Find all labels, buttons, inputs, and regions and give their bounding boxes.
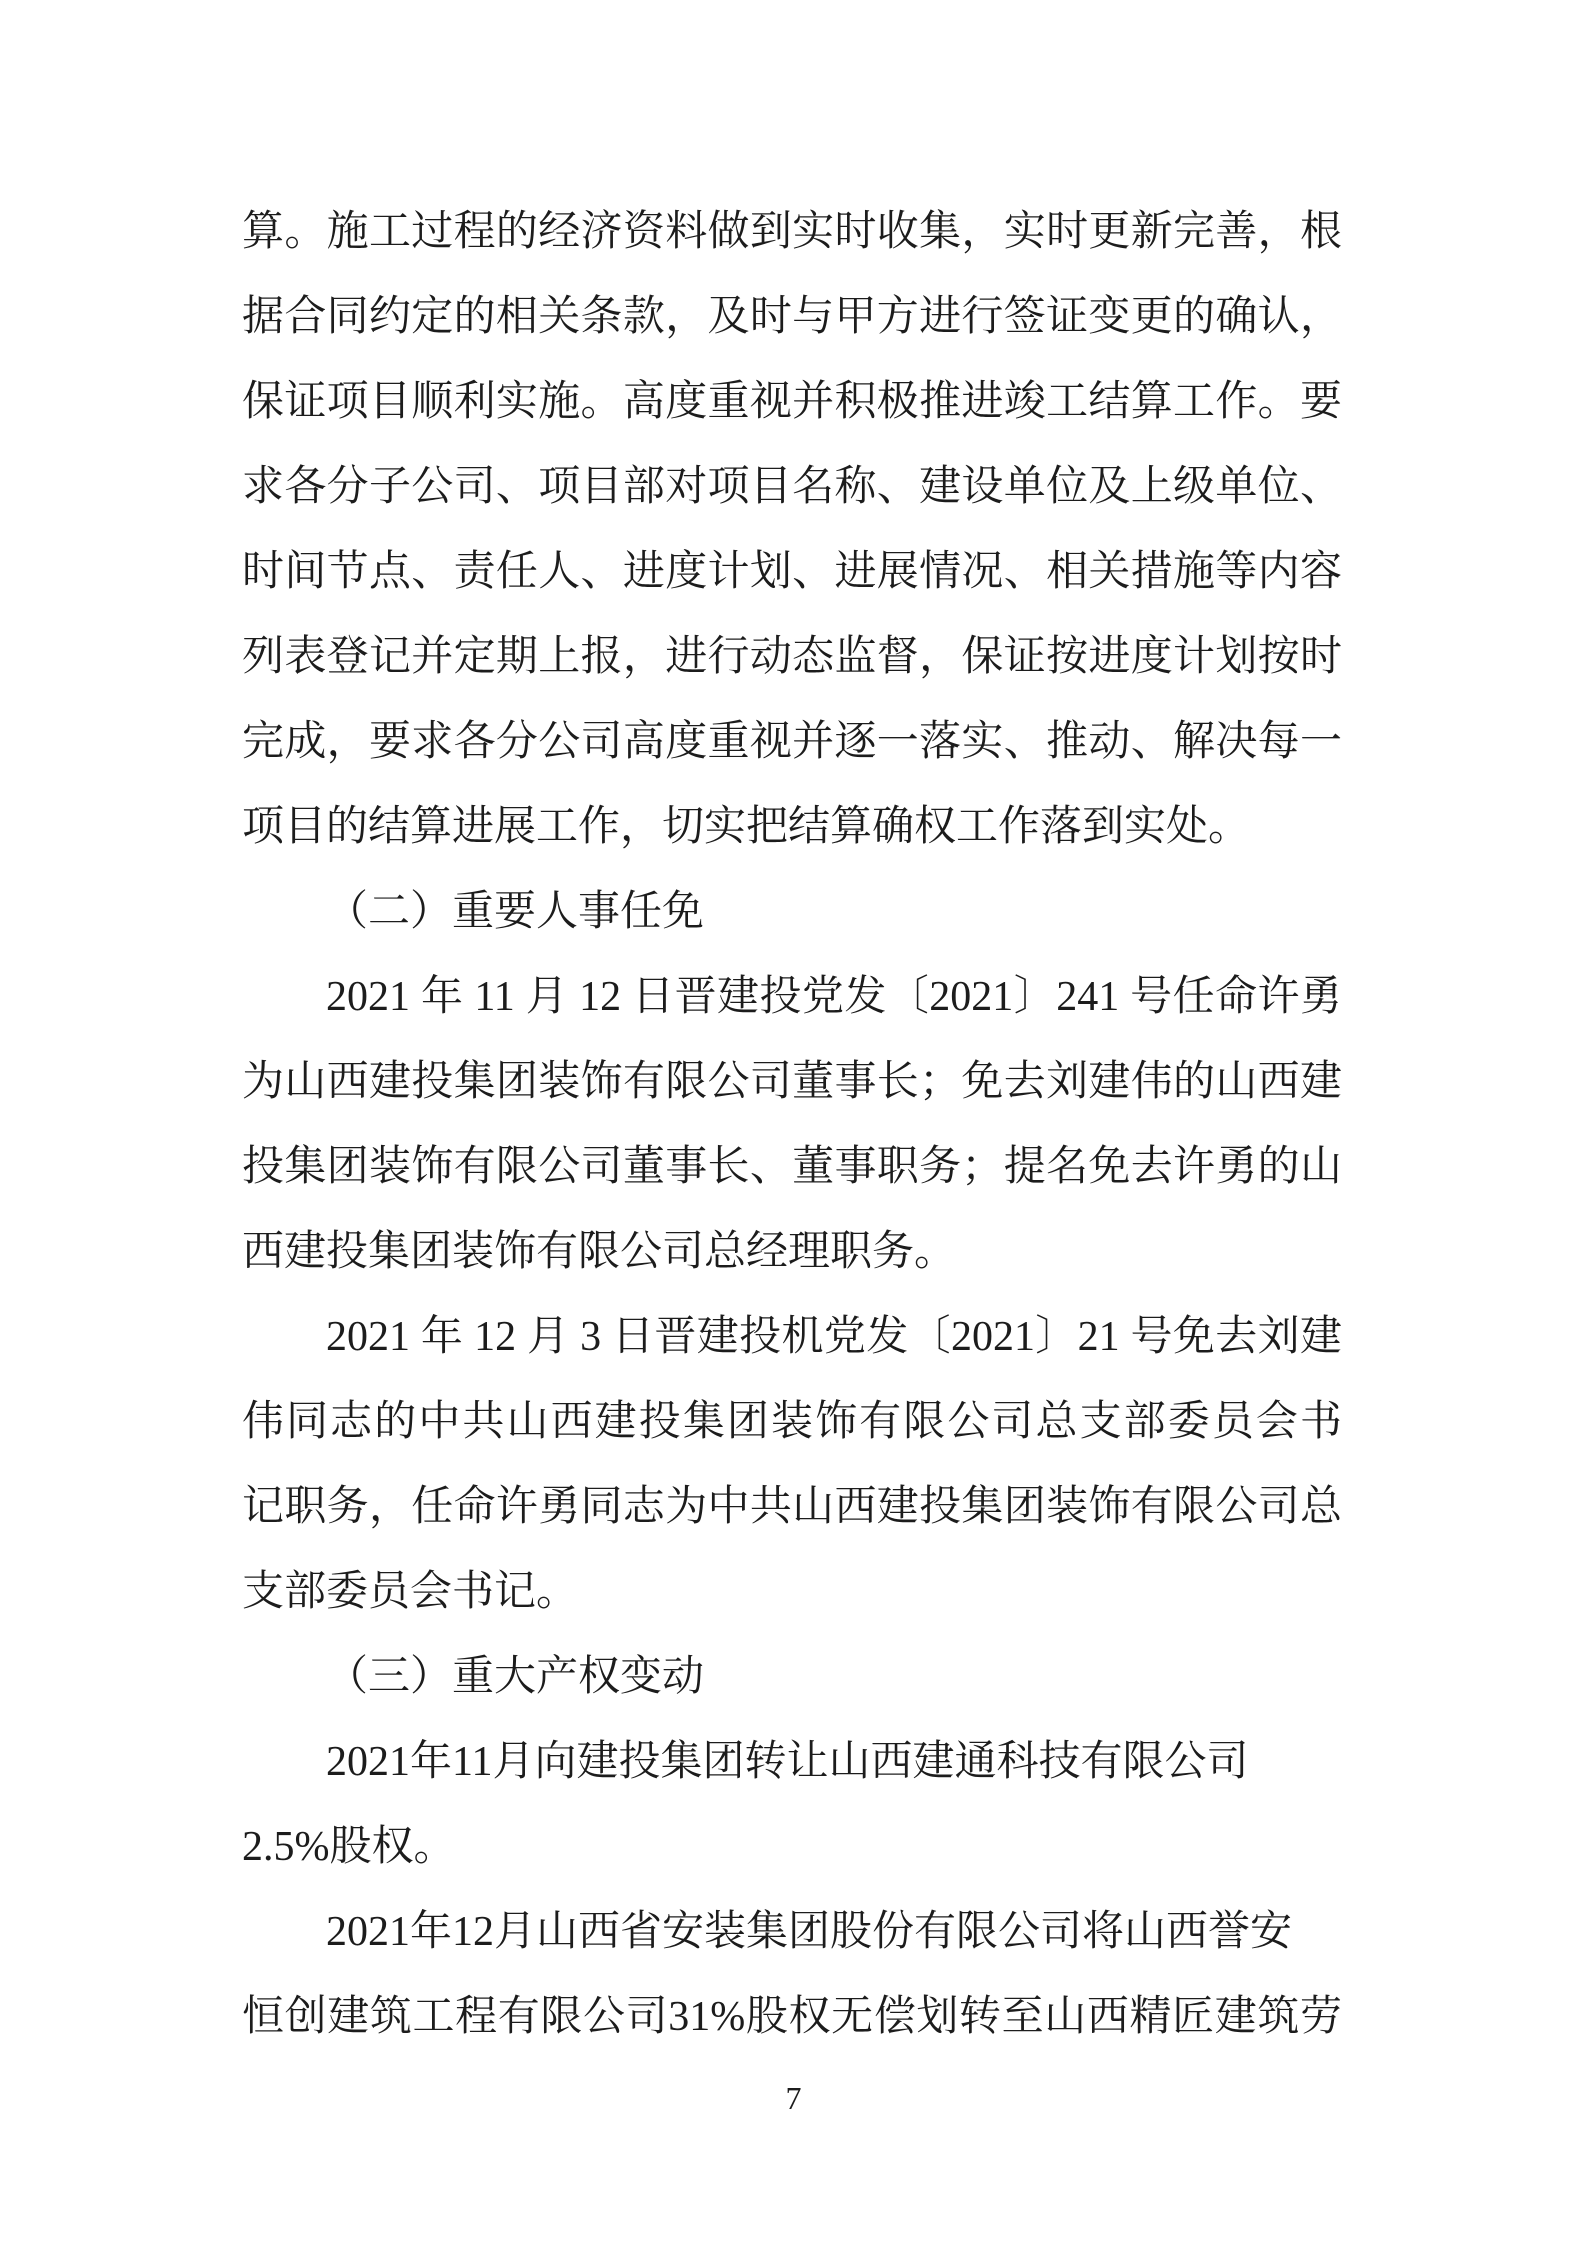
- text-line: 2.5%股权。: [242, 1824, 456, 1870]
- text-line: 项目的结算进展工作，切实把结算确权工作落到实处。: [242, 804, 1251, 850]
- text-line: （三）重大产权变动: [326, 1654, 705, 1700]
- text-line: 2021年12月山西省安装集团股份有限公司将山西誉安: [326, 1909, 1293, 1955]
- text-line: 列表登记并定期上报，进行动态监督，保证按进度计划按时: [242, 634, 1342, 680]
- text-line: 保证项目顺利实施。高度重视并积极推进竣工结算工作。要: [242, 379, 1342, 425]
- text-line: 时间节点、责任人、进度计划、进展情况、相关措施等内容: [242, 549, 1342, 595]
- text-line: 投集团装饰有限公司董事长、董事职务；提名免去许勇的山: [242, 1144, 1342, 1190]
- text-line: 为山西建投集团装饰有限公司董事长；免去刘建伟的山西建: [242, 1059, 1342, 1105]
- text-line: 2021年11月向建投集团转让山西建通科技有限公司: [326, 1739, 1249, 1785]
- text-line: 西建投集团装饰有限公司总经理职务。: [242, 1229, 957, 1275]
- text-line: 恒创建筑工程有限公司31%股权无偿划转至山西精匠建筑劳: [242, 1994, 1342, 2040]
- text-line: 据合同约定的相关条款，及时与甲方进行签证变更的确认，: [242, 294, 1342, 340]
- document-body: [242, 190, 1342, 2060]
- text-line: 伟同志的中共山西建投集团装饰有限公司总支部委员会书: [242, 1399, 1342, 1445]
- text-line: 支部委员会书记。: [242, 1569, 579, 1615]
- text-line: 算。施工过程的经济资料做到实时收集，实时更新完善，根: [242, 209, 1342, 255]
- text-line: （二）重要人事任免: [326, 889, 705, 935]
- text-line: 记职务，任命许勇同志为中共山西建投集团装饰有限公司总: [242, 1484, 1342, 1530]
- text-line: 2021 年 11 月 12 日晋建投党发〔2021〕241 号任命许勇: [326, 974, 1342, 1020]
- text-line: 完成，要求各分公司高度重视并逐一落实、推动、解决每一: [242, 719, 1342, 765]
- text-line: 2021 年 12 月 3 日晋建投机党发〔2021〕21 号免去刘建: [326, 1314, 1342, 1360]
- text-line: 求各分子公司、项目部对项目名称、建设单位及上级单位、: [242, 464, 1342, 510]
- page-number: 7: [785, 2080, 802, 2116]
